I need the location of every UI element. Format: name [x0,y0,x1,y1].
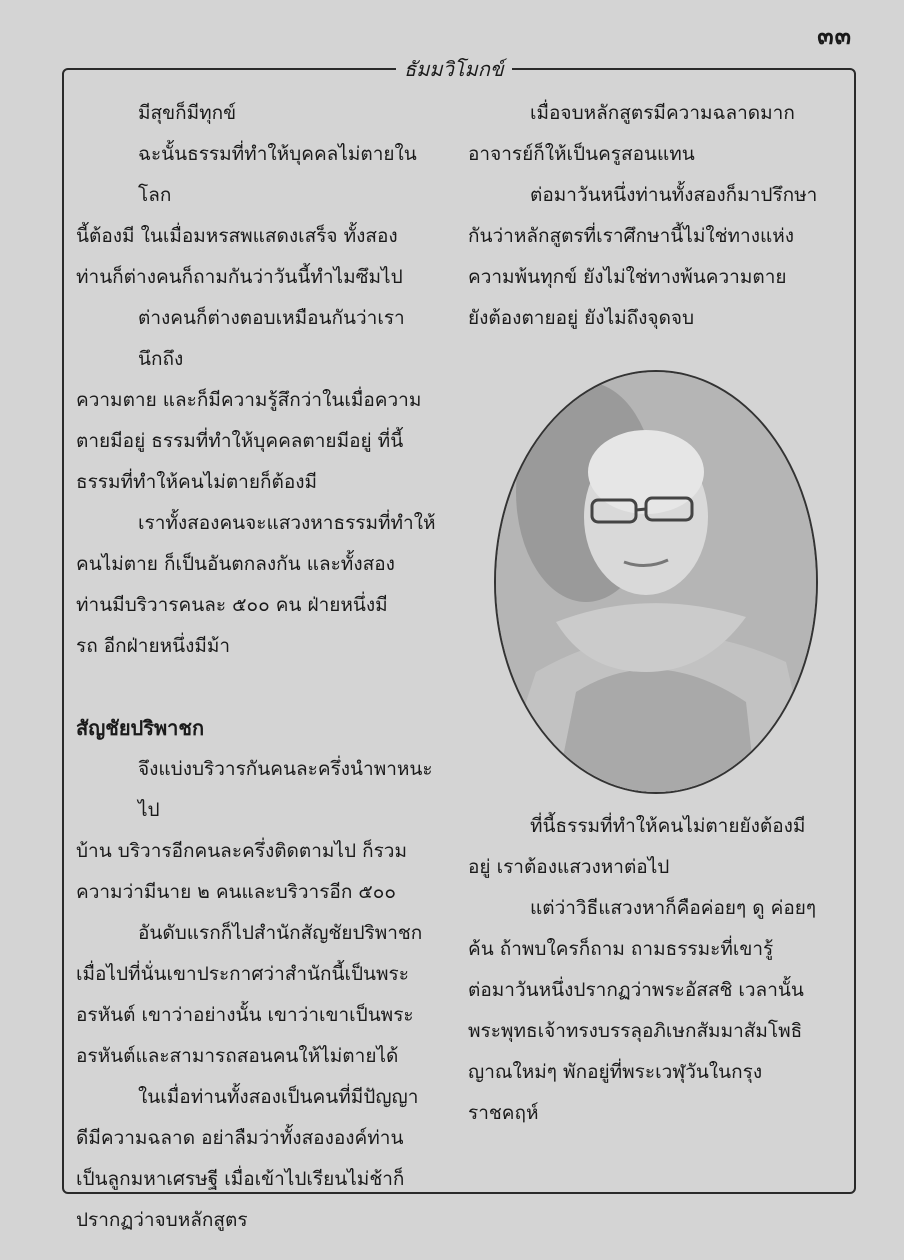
paragraph-line: ธรรมที่ทำให้คนไม่ตายก็ต้องมี [76,471,318,493]
right-column-lower [468,806,834,1134]
paragraph-line: ที่นี้ธรรมที่ทำให้คนไม่ตายยังต้องมี [530,815,806,837]
paragraph-line: เมื่อจบหลักสูตรมีความฉลาดมาก [530,102,795,124]
paragraph-line: เราทั้งสองคนจะแสวงหาธรรมที่ทำให้ [138,512,436,534]
paragraph-line: ความตาย และก็มีความรู้สึกว่าในเมื่อความ [76,389,422,411]
paragraph-line: อยู่ เราต้องแสวงหาต่อไป [468,856,670,878]
paragraph-line: คนไม่ตาย ก็เป็นอันตกลงกัน และทั้งสอง [76,553,395,575]
page-number: ๓๓ [817,21,852,50]
paragraph-line: ราชคฤห์ [468,1102,539,1124]
running-title: ธัมมวิโมกข์ [396,56,512,82]
paragraph-line: ต่อมาวันหนึ่งปรากฏว่าพระอัสสชิ เวลานั้น [468,979,804,1001]
paragraph-line: พระพุทธเจ้าทรงบรรลุอภิเษกสัมมาสัมโพธิ [468,1020,803,1042]
paragraph-line: กันว่าหลักสูตรที่เราศึกษานี้ไม่ใช่ทางแห่ง [468,225,795,247]
paragraph-line: ในเมื่อท่านทั้งสองเป็นคนที่มีปัญญา [138,1086,419,1108]
paragraph-line: จึงแบ่งบริวารกันคนละครึ่งนำพาหนะไป [138,758,433,821]
paragraph-line: ท่านก็ต่างคนก็ถามกันว่าวันนี้ทำไมซึมไป [76,266,403,288]
paragraph-line: เมื่อไปที่นั่นเขาประกาศว่าสำนักนี้เป็นพระ [76,963,409,985]
paragraph-line: นี้ต้องมี ในเมื่อมหรสพแสดงเสร็จ ทั้งสอง [76,225,398,247]
paragraph-line: ต่อมาวันหนึ่งท่านทั้งสองก็มาปรึกษา [530,184,818,206]
portrait-photo [494,370,818,794]
paragraph-line: รถ อีกฝ่ายหนึ่งมีม้า [76,635,231,657]
paragraph-line: อาจารย์ก็ให้เป็นครูสอนแทน [468,143,695,165]
paragraph-line: ปรากฏว่าจบหลักสูตร [76,1209,248,1231]
paragraph-line: อรหันต์ เขาว่าอย่างนั้น เขาว่าเขาเป็นพระ [76,1004,414,1026]
paragraph-line: มีสุขก็มีทุกข์ [138,102,237,124]
paragraph-line: แต่ว่าวิธีแสวงหาก็คือค่อยๆ ดู ค่อยๆ [530,897,817,919]
paragraph-line: อันดับแรกก็ไปสำนักสัญชัยปริพาชก [138,922,423,944]
section-heading: สัญชัยปริพาชก [76,716,205,740]
paragraph-line: ท่านมีบริวารคนละ ๕๐๐ คน ฝ่ายหนึ่งมี [76,594,388,616]
paragraph-line: ความพ้นทุกข์ ยังไม่ใช่ทางพ้นความตาย [468,266,787,288]
paragraph-line: ดีมีความฉลาด อย่าลืมว่าทั้งสององค์ท่าน [76,1127,404,1149]
left-column [76,93,442,1241]
paragraph-line: ยังต้องตายอยู่ ยังไม่ถึงจุดจบ [468,307,695,329]
paragraph-line: เป็นลูกมหาเศรษฐี เมื่อเข้าไปเรียนไม่ช้าก็ [76,1168,405,1190]
paragraph-line: อรหันต์และสามารถสอนคนให้ไม่ตายได้ [76,1045,399,1067]
paragraph-line: ค้น ถ้าพบใครก็ถาม ถามธรรมะที่เขารู้ [468,938,774,960]
paragraph-line: ตายมีอยู่ ธรรมที่ทำให้บุคคลตายมีอยู่ ที่นี้ [76,430,404,452]
right-column [468,93,834,339]
paragraph-line: ต่างคนก็ต่างตอบเหมือนกันว่าเรานึกถึง [138,307,405,370]
paragraph-line: ฉะนั้นธรรมที่ทำให้บุคคลไม่ตายในโลก [138,143,417,206]
paragraph-line: บ้าน บริวารอีกคนละครึ่งติดตามไป ก็รวม [76,840,407,862]
paragraph-line: ญาณใหม่ๆ พักอยู่ที่พระเวฬุวันในกรุง [468,1061,763,1083]
paragraph-line: ความว่ามีนาย ๒ คนและบริวารอีก ๕๐๐ [76,881,396,903]
